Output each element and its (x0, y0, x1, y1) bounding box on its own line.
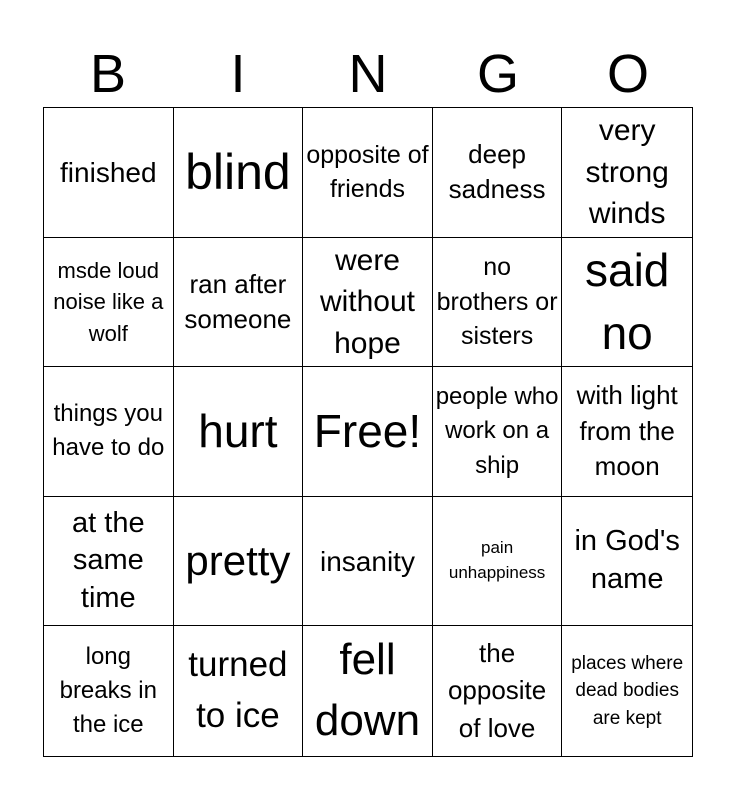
cell-text: pain unhappiness (448, 538, 546, 583)
cell-text: deep sadness (448, 138, 546, 205)
cell-text: places where dead bodies are kept (571, 652, 684, 729)
bingo-cell[interactable] (174, 108, 304, 238)
bingo-cell[interactable] (303, 626, 433, 756)
header-letter-n: N (348, 44, 388, 104)
bingo-cell[interactable] (174, 238, 304, 368)
cell-text: the opposite of love (447, 637, 547, 744)
cell-text: fell down (314, 635, 421, 746)
free-space[interactable] (303, 367, 433, 497)
bingo-cell[interactable] (562, 367, 692, 497)
cell-text: people who work on a ship (435, 383, 559, 479)
bingo-cell[interactable] (433, 497, 563, 627)
bingo-cell[interactable] (44, 108, 174, 238)
header-letter-b: B (89, 44, 127, 104)
cell-text: things you have to do (52, 400, 165, 462)
bingo-cell[interactable] (562, 238, 692, 368)
header-letter-o: O (606, 44, 649, 104)
bingo-cell[interactable] (303, 238, 433, 368)
cell-text: were without hope (319, 243, 416, 360)
bingo-cell[interactable] (174, 367, 304, 497)
bingo-cell[interactable] (303, 108, 433, 238)
cell-text: at the same time (72, 506, 145, 614)
bingo-cell[interactable] (174, 626, 304, 756)
bingo-cell[interactable] (174, 497, 304, 627)
bingo-cell[interactable] (433, 367, 563, 497)
bingo-cell[interactable] (562, 626, 692, 756)
bingo-cell[interactable] (44, 238, 174, 368)
cell-text: finished (60, 156, 157, 188)
cell-text: blind (185, 144, 291, 201)
cell-text: pretty (185, 536, 291, 584)
cell-text: msde loud noise like a wolf (53, 258, 164, 346)
cell-text: no brothers or sisters (436, 253, 558, 351)
cell-text: hurt (198, 404, 278, 457)
cell-text: opposite of friends (306, 140, 429, 204)
bingo-cell[interactable] (44, 367, 174, 497)
bingo-cell[interactable] (44, 497, 174, 627)
cell-text: Free! (313, 404, 422, 457)
cell-text: in God's name (574, 525, 680, 596)
bingo-cell[interactable] (303, 497, 433, 627)
header-letter-g: G (476, 44, 519, 104)
cell-text: long breaks in the ice (59, 643, 157, 739)
cell-text: insanity (320, 545, 415, 577)
cell-text: turned to ice (188, 645, 288, 736)
bingo-header (43, 40, 693, 108)
bingo-cell[interactable] (44, 626, 174, 756)
bingo-cell[interactable] (433, 626, 563, 756)
cell-text: with light from the moon (576, 380, 678, 482)
bingo-cell[interactable] (562, 497, 692, 627)
cell-text: very strong winds (585, 114, 669, 230)
cell-text: said no (584, 244, 670, 359)
header-letter-i: I (230, 44, 246, 104)
bingo-cell[interactable] (433, 108, 563, 238)
cell-text: ran after someone (184, 268, 292, 334)
bingo-cell[interactable] (433, 238, 563, 368)
bingo-board (43, 107, 693, 757)
bingo-cell[interactable] (562, 108, 692, 238)
